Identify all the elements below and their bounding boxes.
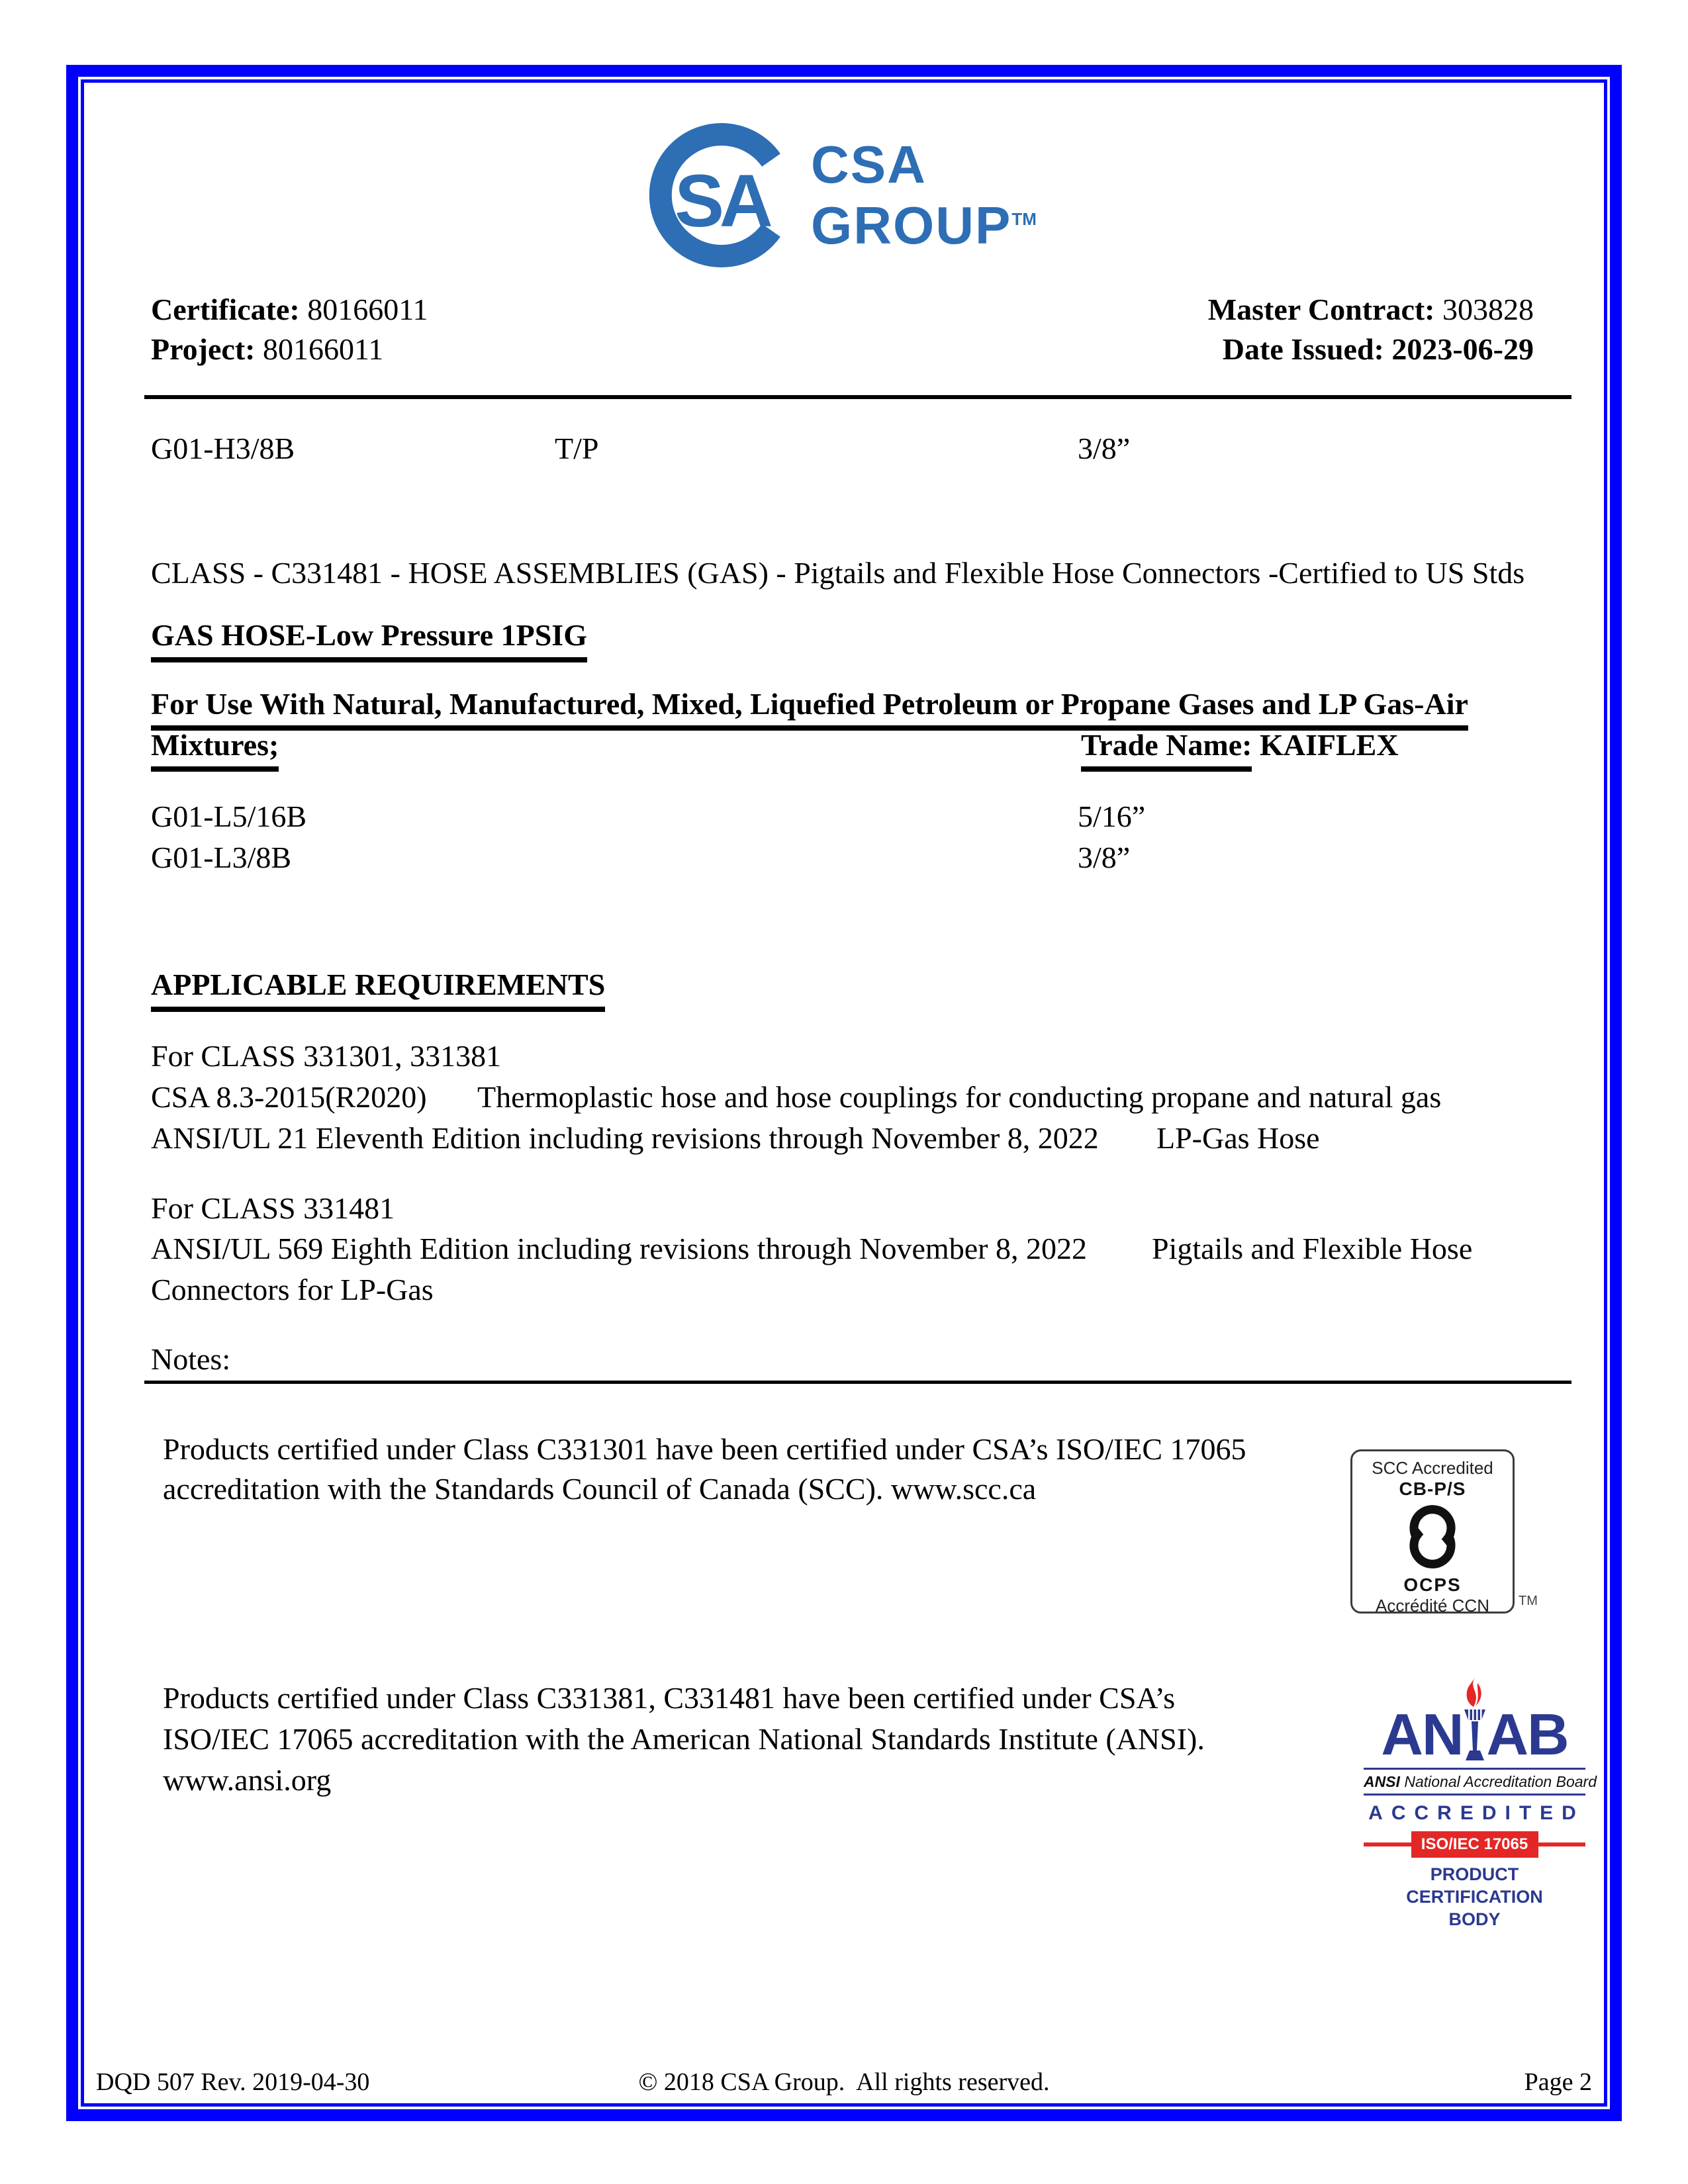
for-class-group1: For CLASS 331301, 331381 — [151, 1039, 502, 1073]
anab-accredited-logo — [1364, 1678, 1597, 1931]
footer-copyright: © 2018 CSA Group. All rights reserved. — [638, 2068, 1050, 2096]
anab-standard-label: ISO/IEC 17065 — [1411, 1831, 1538, 1858]
csa-tm-mark: TM — [1011, 209, 1037, 229]
req-ul21-std: ANSI/UL 21 Eleventh Edition including revisions through November 8, 2022 — [151, 1121, 1099, 1155]
req-ul569-std: ANSI/UL 569 Eighth Edition including revisions through November 8, 2022 — [151, 1232, 1087, 1265]
project-value: 80166011 — [262, 332, 384, 366]
trade-name-label: Trade Name: — [1081, 727, 1252, 772]
anab-board-label: ANSI National Accreditation Board — [1364, 1773, 1597, 1790]
contract-date-block — [1208, 290, 1534, 369]
csa-logo-line2: GROUP™ — [811, 196, 1037, 255]
req-csa83-std: CSA 8.3-2015(R2020) — [151, 1080, 427, 1114]
for-use-line1: For Use With Natural, Manufactured, Mixed, Liquefied Petroleum or Propane Gases and LP Gas-Air — [151, 686, 1468, 731]
product-model: G01-H3/8B — [151, 432, 295, 465]
certificate-project-block — [151, 290, 428, 369]
anab-accredited-label: ACCREDITED — [1368, 1802, 1585, 1824]
req-ul21-desc: LP-Gas Hose — [1156, 1121, 1320, 1155]
master-contract-line — [1208, 290, 1534, 330]
date-issued-line — [1208, 330, 1534, 369]
note1-line2: accreditation with the Standards Council of Canada (SCC). www.scc.ca — [163, 1472, 1037, 1506]
trade-name-value: KAIFLEX — [1252, 728, 1399, 762]
date-issued-value: 2023-06-29 — [1391, 332, 1534, 366]
notes-divider — [144, 1381, 1571, 1384]
csa-logo-line1: CSA — [811, 135, 927, 194]
certificate-label: Certificate: — [151, 293, 300, 326]
csa-logo-wordmark — [811, 135, 1037, 255]
scc-cbps-label: CB-P/S — [1399, 1479, 1466, 1499]
scc-accredited-label: SCC Accredited — [1372, 1458, 1493, 1478]
header-divider — [144, 395, 1571, 399]
anab-standard-band — [1364, 1831, 1585, 1858]
scc-swirl-icon — [1393, 1500, 1472, 1574]
for-class-group2: For CLASS 331481 — [151, 1191, 395, 1225]
master-contract-label: Master Contract: — [1207, 293, 1435, 326]
anab-body-line1: PRODUCT CERTIFICATION — [1406, 1864, 1543, 1907]
anab-divider-top — [1364, 1768, 1585, 1770]
note2-line1: Products certified under Class C331381, C331481 have been certified under CSA’s — [163, 1681, 1176, 1715]
certificate-value: 80166011 — [307, 293, 428, 326]
anab-word-left: AN — [1381, 1702, 1463, 1767]
anab-word-right: AB — [1486, 1702, 1568, 1767]
scc-accredited-logo — [1350, 1449, 1515, 1614]
class-description: CLASS - C331481 - HOSE ASSEMBLIES (GAS) - Pigtails and Flexible Hose Connectors -Certified to US Stds — [151, 556, 1525, 590]
note2-line3: www.ansi.org — [163, 1763, 332, 1797]
certificate-line — [151, 290, 428, 330]
model-row-1-size: 5/16” — [1078, 799, 1146, 833]
scc-accredite-ccn-label: Accrédité CCN — [1376, 1596, 1489, 1615]
model-row-2-size: 3/8” — [1078, 841, 1131, 874]
model-row-1: G01-L5/16B — [151, 799, 307, 833]
notes-label: Notes: — [151, 1342, 231, 1376]
product-type: T/P — [555, 432, 599, 465]
note1-line1: Products certified under Class C331301 have been certified under CSA’s ISO/IEC 17065 — [163, 1432, 1246, 1466]
project-line — [151, 330, 428, 369]
req-ul569-desc-cont: Connectors for LP-Gas — [151, 1273, 434, 1306]
footer-page-number: Page 2 — [1524, 2068, 1592, 2096]
date-issued-label: Date Issued: — [1222, 332, 1384, 366]
scc-tm-mark: TM — [1519, 1594, 1538, 1608]
anab-wordmark — [1364, 1678, 1585, 1765]
anab-divider-bottom — [1364, 1794, 1585, 1796]
trade-name-line — [1081, 727, 1399, 772]
req-csa83-desc: Thermoplastic hose and hose couplings for conducting propane and natural gas — [477, 1080, 1442, 1114]
anab-torch-icon — [1459, 1676, 1491, 1764]
csa-monogram-letters: SA — [675, 159, 769, 242]
master-contract-value: 303828 — [1442, 293, 1534, 326]
gas-hose-heading: GAS HOSE-Low Pressure 1PSIG — [151, 617, 587, 662]
project-label: Project: — [151, 332, 256, 366]
anab-body-line2: BODY — [1448, 1909, 1501, 1929]
csa-monogram-icon — [645, 119, 798, 271]
scc-ocps-label: OCPS — [1403, 1574, 1462, 1595]
footer-document-number: DQD 507 Rev. 2019-04-30 — [96, 2068, 370, 2096]
applicable-requirements-heading: APPLICABLE REQUIREMENTS — [151, 966, 605, 1012]
model-row-2: G01-L3/8B — [151, 841, 292, 874]
csa-group-logo — [645, 119, 1037, 271]
product-size: 3/8” — [1078, 432, 1131, 465]
for-use-line2: Mixtures; — [151, 727, 279, 772]
req-ul569-desc: Pigtails and Flexible Hose — [1152, 1232, 1473, 1265]
note2-line2: ISO/IEC 17065 accreditation with the American National Standards Institute (ANSI). — [163, 1722, 1205, 1756]
